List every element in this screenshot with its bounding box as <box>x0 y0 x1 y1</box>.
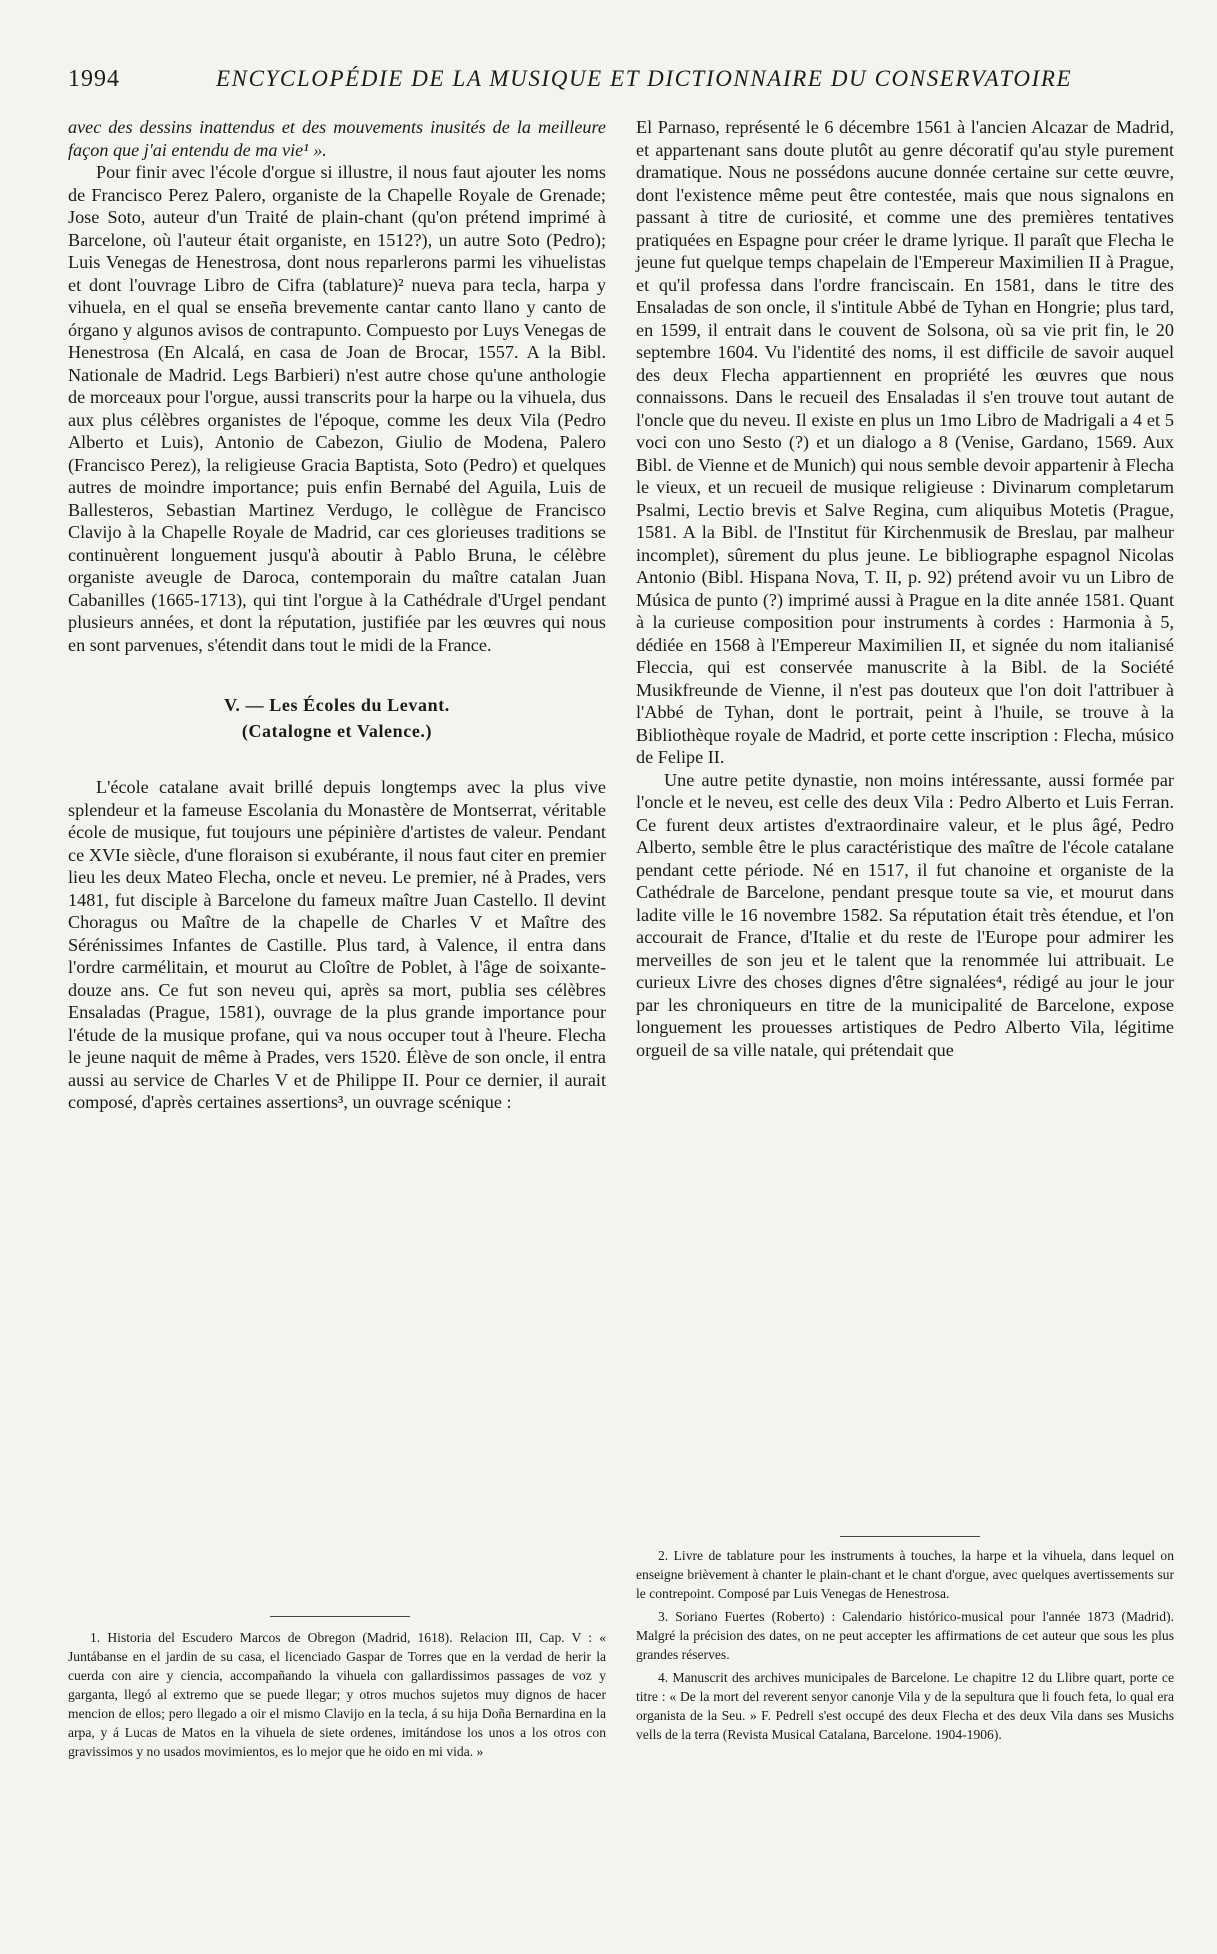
footnotes-right <box>636 1546 1174 1748</box>
page-number: 1994 <box>68 66 120 92</box>
section-heading <box>68 692 606 744</box>
paragraph: El Parnaso, représenté le 6 décembre 1561 à l'ancien Alcazar de Madrid, et appartenant sans doute plutôt au genre décoratif qu'au style purement dramatique. Nous ne possédons aucune donnée certaine sur cette œuvre, dont l'existence même peut être contestée, mais que nous signalons en passant à titre de curiosité, et comme une des premières tentatives pratiquées en Espagne pour créer le drame lyrique. Il paraît que Flecha le jeune fut quelque temps chapelain de l'Empereur Maximilien II à Prague, et qu'il professa dans l'ordre franciscain. En 1581, dans le titre des Ensaladas de son oncle, il s'intitule Abbé de Tyhan en Hongrie; plus tard, en 1599, il entrait dans le couvent de Solsona, où sa vie prit fin, le 20 septembre 1604. Vu l'identité des noms, il est difficile de savoir auquel des deux Flecha appartiennent en propriété les œuvres que nous connaissons. Dans le recueil des Ensaladas il s'en trouve tout autant de l'oncle que du neveu. Il existe en plus un 1mo Libro de Madrigali a 4 et 5 voci con uno Sesto (?) et un dialogo a 8 (Venise, Gardano, 1569. Aux Bibl. de Vienne et de Munich) qui nous semble devoir appartenir à Flecha le vieux, et un recueil de musique religieuse : Divinarum completarum Psalmi, Lectio brevis et Salve Regina, cum aliquibus Motetis (Prague, 1581. A la Bibl. de l'Institut für Kirchenmusik de Breslau, par malheur incomplet), sûrement du plus jeune. Le bibliographe espagnol Nicolas Antonio (Bibl. Hispana Nova, T. II, p. 92) prétend avoir vu un Libro de Música de punto (?) imprimé aussi à Prague en la dite année 1581. Quant à la curieuse composition pour instruments à cordes : Harmonia à 5, dédiée en 1568 à l'Empereur Maximilien II, et signée du nom italianisé Fleccia, qui est conservée manuscrite à la Bibl. de la Société Musikfreunde de Vienne, il n'est pas douteux que l'on doit l'attribuer à l'Abbé de Tyhan, dont le portrait, peint à l'huile, se trouve à la Bibliothèque royale de Madrid, et porte cette inscription : Flecha, músico de Felipe II. <box>636 117 1174 767</box>
footnote-rule-right <box>840 1536 980 1537</box>
footnote: 4. Manuscrit des archives municipales de Barcelone. Le chapitre 12 du Llibre quart, porte ce titre : « De la mort del reverent senyor canonje Vila y de la sepultura que li fouch feta, lo qual era organista de la Seu. » F. Pedrell s'est occupé des deux Flecha et des deux Vila dans ses Musichs vells de la terra (Revista Musical Catalana, Barcelone. 1904-1906). <box>636 1670 1174 1742</box>
section-heading-subtitle: (Catalogne et Valence.) <box>241 721 433 741</box>
footnote: 2. Livre de tablature pour les instruments à touches, la harpe et la vihuela, dans lequel on enseigne brièvement à chanter le plain-chant et le chant d'orgue, avec quelques avertissements sur le contrepoint. Composé par Luis Venegas de Henestrosa. <box>636 1548 1174 1601</box>
paragraph: avec des dessins inattendus et des mouvements inusités de la meilleure façon que j'ai entendu de ma vie¹ ». <box>68 117 606 160</box>
left-column <box>68 116 606 1114</box>
paragraph: L'école catalane avait brillé depuis longtemps avec la plus vive splendeur et la fameuse Escolania du Monastère de Montserrat, véritable école de musique, fut toujours une pépinière d'artistes de valeur. Pendant ce XVIe siècle, d'une floraison si exubérante, il nous faut citer en premier lieu les deux Mateo Flecha, oncle et neveu. Le premier, né à Prades, vers 1481, fut disciple à Barcelone du fameux maître Juan Castello. Il devint Choragus ou Maître de la chapelle de Charles V et Maître des Sérénissimes Infantes de Castille. Plus tard, à Valence, il entra dans l'ordre carmélitain, et mourut au Cloître de Poblet, à l'âge de soixante-douze ans. Ce fut son neveu qui, après sa mort, publia ses célèbres Ensaladas (Prague, 1581), ouvrage de la plus grande importance pour l'étude de la musique profane, qui va nous occuper tout à l'heure. Flecha le jeune naquit de même à Prades, vers 1520. Élève de son oncle, il entra aussi au service de Charles V et de Philippe II. Pour ce dernier, il aurait composé, d'après certaines assertions³, un ouvrage scénique : <box>68 777 606 1112</box>
footnote-rule-left <box>270 1616 410 1617</box>
footnote: 1. Historia del Escudero Marcos de Obregon (Madrid, 1618). Relacion III, Cap. V : « Juntábanse en el jardin de su casa, el licenciado Gaspar de Torres que en la verdad de herir la cuerda con aire y ciencia, accompañando la vihuela con gallardissimos passages de voz y garganta, llegó al extremo que se puede llegar; y otros muchos sujetos muy dignos de hacer mencion de ellos; pero llegado a oir el mismo Clavijo en la tecla, á su hija Doña Bernardina en la arpa, y á Lucas de Matos en la vihuela de siete ordenes, imitándose los unos a los otros con gravissimos y no usados movimientos, es lo mejor que he oido en mi vida. » <box>68 1630 606 1759</box>
paragraph: Pour finir avec l'école d'orgue si illustre, il nous faut ajouter les noms de Francisco Perez Palero, organiste de la Chapelle Royale de Grenade; Jose Soto, auteur d'un Traité de plain-chant (qu'on prétend imprimé à Barcelone, où l'auteur était organiste, en 1512?), un autre Soto (Pedro); Luis Venegas de Henestrosa, dont nous reparlerons parmi les vihuelistas et dont l'ouvrage Libro de Cifra (tablature)² nueva para tecla, harpa y vihuela, en el qual se enseña brevemente cantar canto llano y canto de órgano y algunos avisos de contrapunto. Compuesto por Luys Venegas de Henestrosa (En Alcalá, en casa de Joan de Brocar, 1557. A la Bibl. Nationale de Madrid. Legs Barbieri) n'est autre chose qu'une anthologie de morceaux pour l'orgue, aussi transcrits pour la harpe ou la vihuela, dus aux plus célèbres organistes de l'époque, comme les deux Vila (Pedro Alberto et Luis), Antonio de Cabezon, Giulio de Modena, Palero (Francisco Perez), la religieuse Gracia Baptista, Soto (Pedro) et quelques autres de moindre importance; puis enfin Bernabé del Aguila, Luis de Ballesteros, Sebastian Martinez Verdugo, le collègue de Francisco Clavijo à la Chapelle Royale de Madrid, car ces glorieuses traditions se continuèrent longuement jusqu'à aboutir à Pablo Bruna, le célèbre organiste aveugle de Daroca, contemporain du maître catalan Juan Cabanilles (1665-1713), qui tint l'orgue à la Cathédrale d'Urgel pendant plusieurs années, et dont la réputation, justifiée par les œuvres qui nous en sont parvenues, s'étendit dans tout le midi de la France. <box>68 162 606 655</box>
page-header <box>68 66 1168 102</box>
paragraph: Une autre petite dynastie, non moins intéressante, aussi formée par l'oncle et le neveu, est celle des deux Vila : Pedro Alberto et Luis Ferran. Ce furent deux artistes d'extraordinaire valeur, et le plus âgé, Pedro Alberto, semble être le plus caractéristique des maître de l'école catalane pendant cette période. Né en 1517, il fut chanoine et organiste de la Cathédrale de Barcelone, pendant presque toute sa vie, et mourut dans ladite ville le 16 novembre 1582. Sa réputation était très étendue, et l'on accourait de France, d'Italie et du reste de l'Europe pour admirer les merveilles de son jeu et le talent que la renommée lui attribuait. Le curieux Livre des choses dignes d'être signalées⁴, rédigé au jour le jour par les chroniqueurs en titre de la municipalité de Barcelone, expose longuement les prouesses artistiques de Pedro Alberto Vila, légitime orgueil de sa ville natale, qui prétendait que <box>636 769 1174 1060</box>
footnote: 3. Soriano Fuertes (Roberto) : Calendario histórico-musical pour l'année 1873 (Madrid). Malgré la précision des dates, on ne peut accepter les affirmations de cet auteur que sous les plus grandes réserves. <box>636 1609 1174 1662</box>
section-heading-title: V. — Les Écoles du Levant. <box>224 695 450 715</box>
footnotes-left <box>68 1628 606 1765</box>
running-title: ENCYCLOPÉDIE DE LA MUSIQUE ET DICTIONNAIRE DU CONSERVATOIRE <box>216 66 1073 91</box>
right-column <box>636 116 1174 1061</box>
